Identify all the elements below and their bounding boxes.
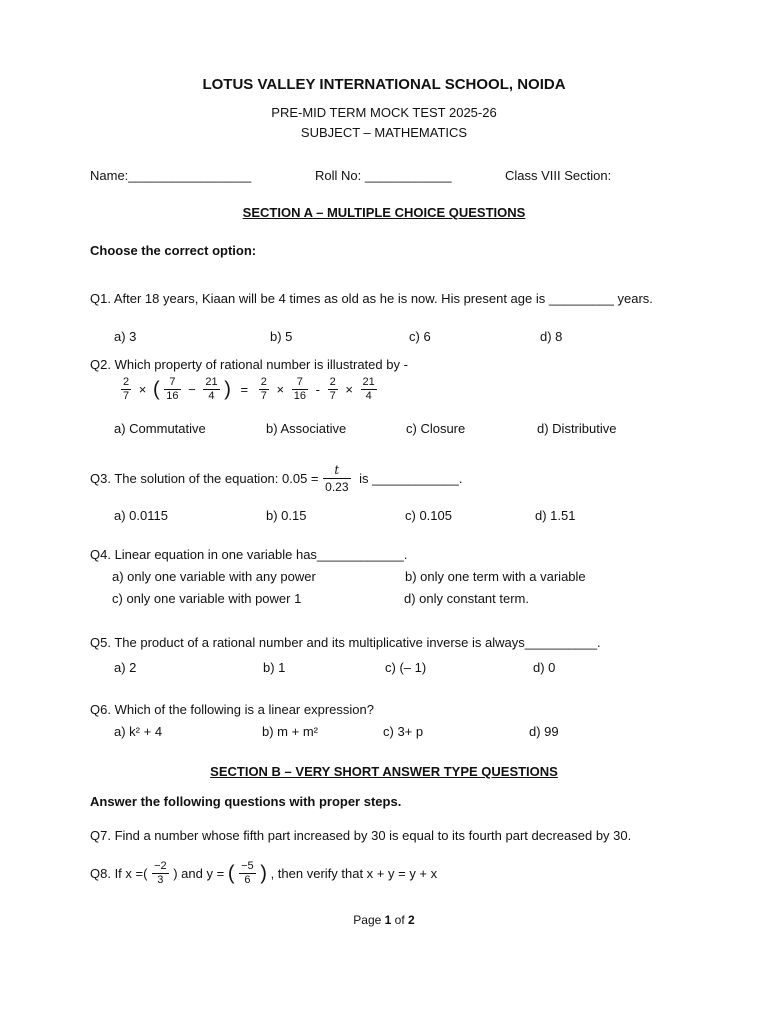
q4-option-a: a) only one variable with any power [112,569,316,584]
q8-text: Q8. If x =( $\frac{-2}{3}$ ) and y = ( $\frac{-5}{6}$ ) , then verify that x + y = y + x [90,860,438,886]
test-title: PRE-MID TERM MOCK TEST 2025-26 [271,105,497,120]
q2-option-a: a) Commutative [114,421,206,436]
q6-option-d: d) 99 [529,724,559,739]
q6-option-b: b) m + m² [262,724,318,739]
fraction: $\frac{2}{7}$ [123,376,130,402]
fraction: $\frac{21}{4}$ [205,376,218,402]
q1-option-d: d) 8 [540,329,563,344]
q4-option-d: d) only constant term. [404,591,529,606]
section-a-instruction: Choose the correct option: [90,243,257,258]
section-b-title: SECTION B – VERY SHORT ANSWER TYPE QUESTIONS [210,764,558,779]
q6-text: Q6. Which of the following is a linear expression? [90,702,374,717]
fraction: $\frac{7}{16}$ [293,376,306,402]
q1-option-b: b) 5 [270,329,293,344]
fraction: $\frac{-2}{3}$ [154,860,167,886]
section-a-title: SECTION A – MULTIPLE CHOICE QUESTIONS [242,205,526,220]
q2-text: Q2. Which property of rational number is illustrated by - [90,357,408,372]
q6-option-a: a) k² + 4 [114,724,163,739]
section-b-instruction: Answer the following questions with proper steps. [90,794,402,809]
q1-option-c: c) 6 [409,329,431,344]
q7-text: Q7. Find a number whose fifth part increased by 30 is equal to its fourth part decreased by 30. [90,828,632,843]
fraction: $\frac{7}{16}$ [166,376,179,402]
q2-expression: $\frac{2}{7}$ × ( $\frac{7}{16}$ − $\frac{21}{4}$ ) = $\frac{2}{7}$ × $\frac{7}{16}$ - $\frac{2}{7}$ × $\frac{21}{4}$ [123,376,375,402]
q1-text: Q1. After 18 years, Kiaan will be 4 times as old as he is now. His present age is _________ years. [90,291,653,306]
fraction: $\frac{-5}{6}$ [241,860,254,886]
q2-option-b: b) Associative [266,421,347,436]
q3-option-a: a) 0.0115 [114,508,168,523]
q5-text: Q5. The product of a rational number and its multiplicative inverse is always__________. [90,635,601,650]
q5-option-a: a) 2 [114,660,137,675]
q3-text: Q3. The solution of the equation: 0.05 = $\frac{t}{0.23}$ is ____________. [90,463,463,494]
q4-option-c: c) only one variable with power 1 [112,591,302,606]
q3-option-d: d) 1.51 [535,508,576,523]
q4-text: Q4. Linear equation in one variable has____________. [90,547,408,562]
q1-option-a: a) 3 [114,329,137,344]
fraction: $\frac{t}{0.23}$ [325,463,349,494]
q3-option-c: c) 0.105 [405,508,452,523]
school-name: LOTUS VALLEY INTERNATIONAL SCHOOL, NOIDA [202,76,566,93]
q4-option-b: b) only one term with a variable [405,569,586,584]
q5-option-d: d) 0 [533,660,556,675]
q6-option-c: c) 3+ p [383,724,424,739]
q5-option-b: b) 1 [263,660,286,675]
fraction: $\frac{21}{4}$ [362,376,375,402]
name-field: Name:_________________ [90,168,252,183]
q2-option-c: c) Closure [406,421,466,436]
page-number: Page 1 of 2 [353,913,415,927]
class-field: Class VIII Section: [505,168,612,183]
fraction: $\frac{2}{7}$ [260,376,267,402]
q5-option-c: c) (– 1) [385,660,427,675]
roll-field: Roll No: ____________ [315,168,452,183]
subject-title: SUBJECT – MATHEMATICS [300,125,468,140]
q2-option-d: d) Distributive [537,421,617,436]
fraction: $\frac{2}{7}$ [329,376,336,402]
q3-option-b: b) 0.15 [266,508,307,523]
